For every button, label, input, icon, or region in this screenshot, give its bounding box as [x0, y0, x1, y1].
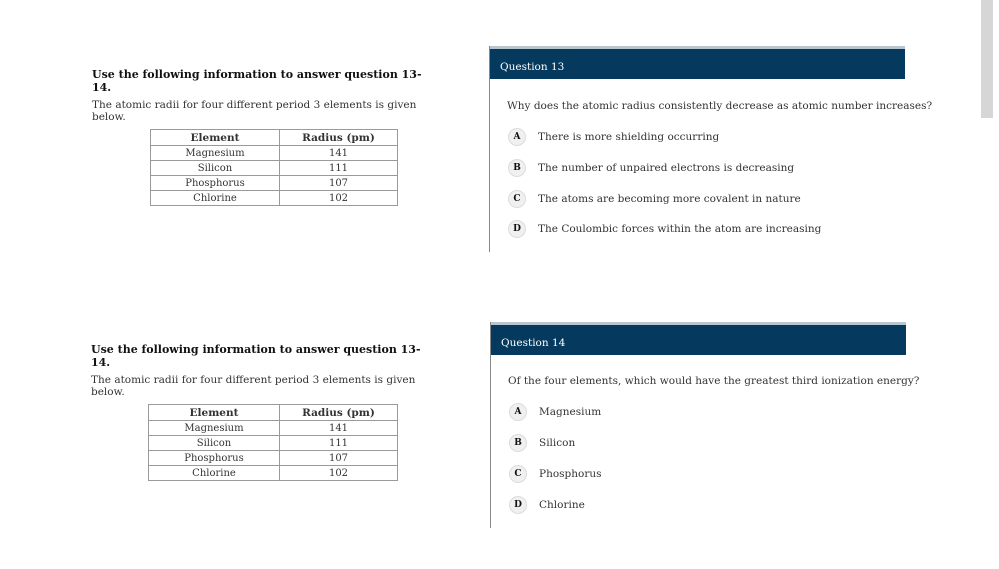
answer-option-a[interactable]	[508, 127, 719, 147]
scrollbar[interactable]	[981, 0, 993, 118]
question-panel-14	[491, 322, 920, 528]
table-cell: Chlorine	[149, 466, 280, 481]
option-letter[interactable]: D	[509, 496, 527, 514]
table-row	[149, 436, 398, 451]
option-letter[interactable]: A	[509, 403, 527, 421]
radius-table	[150, 129, 398, 206]
answer-option-d[interactable]	[509, 495, 585, 515]
table-header-row	[151, 130, 398, 146]
answer-option-d[interactable]	[508, 219, 821, 239]
answer-option-a[interactable]	[509, 402, 601, 422]
info-panel-1	[92, 68, 422, 218]
info-intro: Use the following information to answer question 13-14.	[92, 68, 422, 94]
table-cell: 111	[280, 436, 398, 451]
answer-option-b[interactable]	[508, 158, 794, 178]
table-header: Radius (pm)	[280, 405, 398, 421]
answer-option-c[interactable]	[508, 189, 801, 209]
table-cell: Chlorine	[151, 191, 280, 206]
question-panel-13	[490, 46, 933, 252]
option-text[interactable]: There is more shielding occurring	[538, 131, 720, 143]
option-letter[interactable]: A	[508, 128, 526, 146]
option-text[interactable]: Phosphorus	[539, 468, 602, 480]
table-cell: Phosphorus	[149, 451, 280, 466]
table-cell: 107	[280, 176, 398, 191]
info-intro: Use the following information to answer question 13-14.	[91, 343, 421, 369]
option-text[interactable]: The atoms are becoming more covalent in nature	[538, 193, 801, 205]
table-cell: 107	[280, 451, 398, 466]
table-cell: 111	[280, 161, 398, 176]
radius-table	[148, 404, 398, 481]
table-cell: Silicon	[151, 161, 280, 176]
question-header: Question 14	[491, 322, 906, 355]
option-letter[interactable]: D	[508, 220, 526, 238]
option-letter[interactable]: C	[508, 190, 526, 208]
table-row	[149, 451, 398, 466]
option-text[interactable]: The number of unpaired electrons is decreasing	[538, 162, 795, 174]
table-header: Radius (pm)	[280, 130, 398, 146]
option-text[interactable]: Chlorine	[539, 499, 585, 511]
answer-option-c[interactable]	[509, 464, 602, 484]
table-cell: 141	[280, 421, 398, 436]
table-row	[151, 146, 398, 161]
table-cell: 102	[280, 466, 398, 481]
table-header-row	[149, 405, 398, 421]
table-row	[149, 466, 398, 481]
table-cell: 102	[280, 191, 398, 206]
table-cell: 141	[280, 146, 398, 161]
option-letter[interactable]: C	[509, 465, 527, 483]
info-description: The atomic radii for four different period 3 elements is given below.	[91, 374, 416, 398]
info-panel-2	[91, 343, 421, 493]
option-letter[interactable]: B	[509, 434, 527, 452]
table-row	[151, 161, 398, 176]
table-header: Element	[149, 405, 280, 421]
table-cell: Magnesium	[151, 146, 280, 161]
option-text[interactable]: The Coulombic forces within the atom are increasing	[538, 223, 822, 235]
question-text: Of the four elements, which would have the greatest third ionization energy?	[508, 375, 920, 387]
question-text: Why does the atomic radius consistently decrease as atomic number increases?	[507, 100, 933, 112]
table-header: Element	[151, 130, 280, 146]
table-row	[151, 176, 398, 191]
table-cell: Phosphorus	[151, 176, 280, 191]
option-letter[interactable]: B	[508, 159, 526, 177]
question-header: Question 13	[490, 46, 905, 79]
option-text[interactable]: Magnesium	[539, 406, 602, 418]
info-description: The atomic radii for four different period 3 elements is given below.	[92, 99, 417, 123]
answer-option-b[interactable]	[509, 433, 575, 453]
table-cell: Silicon	[149, 436, 280, 451]
table-row	[149, 421, 398, 436]
table-cell: Magnesium	[149, 421, 280, 436]
option-text[interactable]: Silicon	[539, 437, 576, 449]
table-row	[151, 191, 398, 206]
